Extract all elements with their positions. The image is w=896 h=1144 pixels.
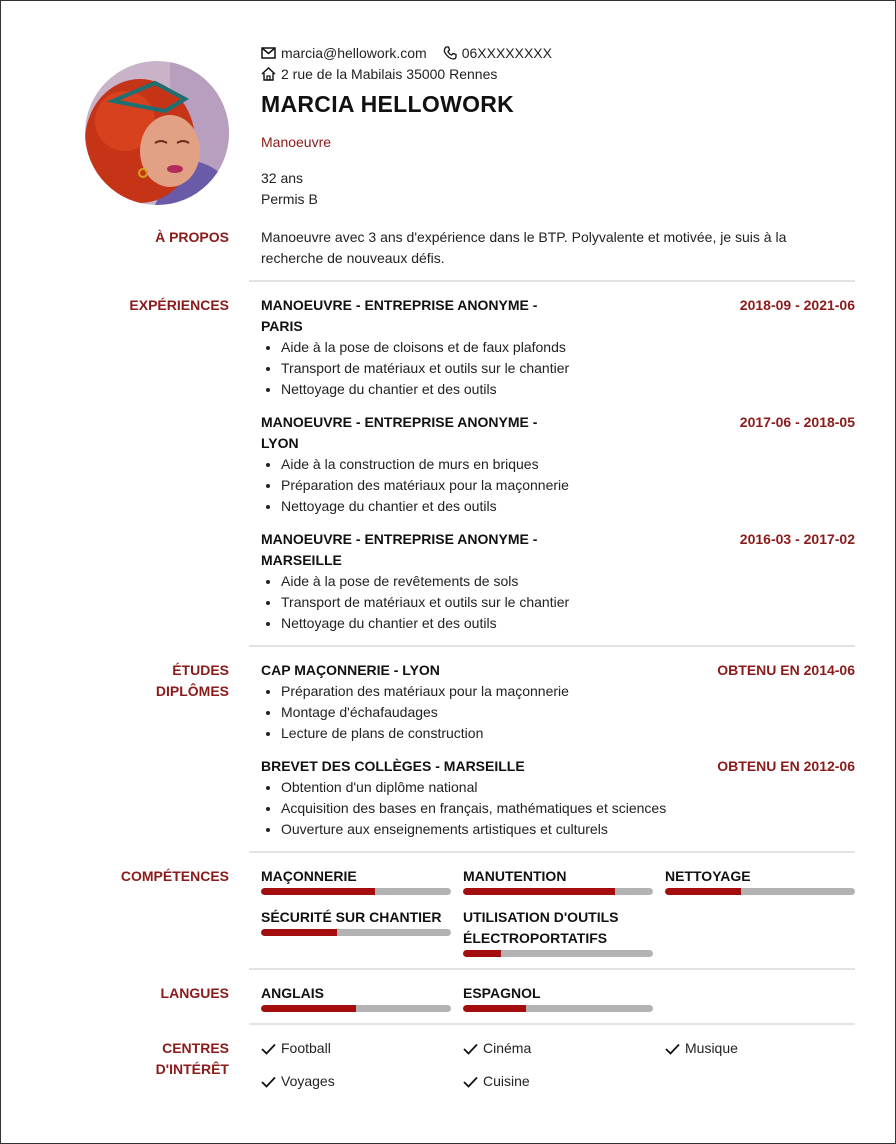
experience-entry xyxy=(261,295,855,400)
skill-bar xyxy=(463,950,653,957)
task-item: • Aide à la pose de revêtements de sols xyxy=(281,571,855,592)
experience-tasks xyxy=(261,337,855,400)
skill-item xyxy=(261,866,451,895)
education-list xyxy=(261,660,855,852)
experience-title xyxy=(261,529,561,571)
education-entry xyxy=(261,756,855,840)
education-item: • Lecture de plans de construction xyxy=(281,723,855,744)
language-bar-fill xyxy=(463,1005,526,1012)
check-icon xyxy=(261,1076,276,1088)
language-item xyxy=(261,983,451,1012)
experience-list xyxy=(261,295,855,646)
experience-entry xyxy=(261,412,855,517)
skill-bar-fill xyxy=(463,888,615,895)
task-item: • Transport de matériaux et outils sur le chantier xyxy=(281,592,855,613)
language-bar xyxy=(261,1005,451,1012)
education-item: • Obtention d'un diplôme national xyxy=(281,777,855,798)
skill-item xyxy=(463,866,653,895)
education-item: • Montage d'échafaudages xyxy=(281,702,855,723)
education-item: • Acquisition des bases en français, mathématiques et sciences xyxy=(281,798,855,819)
task-item: • Transport de matériaux et outils sur le chantier xyxy=(281,358,855,379)
driving-license: Permis B xyxy=(261,191,318,207)
interest-label: Cuisine xyxy=(483,1073,530,1089)
experience-title-line: MANOEUVRE - ENTREPRISE ANONYME - xyxy=(261,414,538,430)
personal-info xyxy=(261,168,861,210)
task-item: • Nettoyage du chantier et des outils xyxy=(281,379,855,400)
divider xyxy=(249,280,855,282)
experience-entry xyxy=(261,529,855,634)
experience-location: LYON xyxy=(261,435,299,451)
interest-label: Cinéma xyxy=(483,1040,532,1056)
experience-title-line: MANOEUVRE - ENTREPRISE ANONYME - xyxy=(261,531,538,547)
experience-date: 2018-09 - 2021-06 xyxy=(739,297,855,313)
education-heading xyxy=(0,660,229,702)
interest-item xyxy=(261,1038,331,1059)
education-item: • Préparation des matériaux pour la maçonnerie xyxy=(281,681,855,702)
job-title: Manoeuvre xyxy=(261,134,332,150)
education-heading-line: DIPLÔMES xyxy=(155,683,229,699)
interest-label: Voyages xyxy=(281,1073,335,1089)
about-text: Manoeuvre avec 3 ans d'expérience dans le BTP. Polyvalente et motivée, je suis à la recherche de nouveaux défis. xyxy=(261,229,787,266)
experience-tasks xyxy=(261,454,855,517)
resume-header xyxy=(261,42,861,210)
task-item: • Aide à la construction de murs en briques xyxy=(281,454,855,475)
language-bar xyxy=(463,1005,653,1012)
interest-item xyxy=(463,1071,530,1092)
skill-name-line: UTILISATION D'OUTILS xyxy=(463,909,619,925)
experience-location: PARIS xyxy=(261,318,303,334)
address-row xyxy=(261,63,861,84)
experience-title xyxy=(261,412,561,454)
experience-title-line: MANOEUVRE - ENTREPRISE ANONYME - xyxy=(261,297,538,313)
skill-name: SÉCURITÉ SUR CHANTIER xyxy=(261,909,442,925)
contact-row xyxy=(261,42,861,63)
about-heading: À PROPOS xyxy=(155,229,229,245)
interests-heading xyxy=(0,1038,229,1080)
task-item: • Préparation des matériaux pour la maçonnerie xyxy=(281,475,855,496)
experience-tasks xyxy=(261,571,855,634)
education-title: BREVET DES COLLÈGES - MARSEILLE xyxy=(261,758,525,774)
check-icon xyxy=(463,1076,478,1088)
home-icon xyxy=(261,67,276,81)
interests-heading-line: CENTRES xyxy=(162,1040,229,1056)
skill-name: NETTOYAGE xyxy=(665,868,751,884)
language-name: ESPAGNOL xyxy=(463,985,541,1001)
skill-bar-fill xyxy=(261,888,375,895)
education-heading-line: ÉTUDES xyxy=(172,662,229,678)
skill-item xyxy=(463,907,653,957)
experience-title xyxy=(261,295,561,337)
interests-heading-line: D'INTÉRÊT xyxy=(155,1061,229,1077)
skill-name: MAÇONNERIE xyxy=(261,868,357,884)
education-items xyxy=(261,777,855,840)
divider xyxy=(249,645,855,647)
check-icon xyxy=(665,1043,680,1055)
skill-item xyxy=(261,907,451,936)
skill-name xyxy=(463,907,653,949)
education-item: • Ouverture aux enseignements artistiques et culturels xyxy=(281,819,855,840)
interest-label: Football xyxy=(281,1040,331,1056)
interest-item xyxy=(665,1038,738,1059)
language-bar-fill xyxy=(261,1005,356,1012)
education-date: OBTENU EN 2012-06 xyxy=(717,758,855,774)
check-icon xyxy=(463,1043,478,1055)
phone-contact[interactable] xyxy=(443,45,552,61)
phone-text: 06XXXXXXXX xyxy=(461,44,552,61)
age: 32 ans xyxy=(261,170,304,186)
skill-bar xyxy=(261,929,451,936)
experience-heading: EXPÉRIENCES xyxy=(129,297,229,313)
skill-name-line: ÉLECTROPORTATIFS xyxy=(463,930,608,946)
mail-icon xyxy=(261,47,276,59)
task-item: • Nettoyage du chantier et des outils xyxy=(281,613,855,634)
task-item: • Nettoyage du chantier et des outils xyxy=(281,496,855,517)
education-title: CAP MAÇONNERIE - LYON xyxy=(261,662,440,678)
task-item: • Aide à la pose de cloisons et de faux plafonds xyxy=(281,337,855,358)
experience-location: MARSEILLE xyxy=(261,552,342,568)
language-item xyxy=(463,983,653,1012)
interest-label: Musique xyxy=(685,1040,738,1056)
candidate-name: MARCIA HELLOWORK xyxy=(261,91,515,117)
education-items xyxy=(261,681,855,744)
email-text: marcia@hellowork.com xyxy=(281,44,427,61)
experience-date: 2017-06 - 2018-05 xyxy=(739,414,855,430)
skill-bar xyxy=(665,888,855,895)
divider xyxy=(249,1023,855,1025)
divider xyxy=(249,851,855,853)
interest-item xyxy=(463,1038,531,1059)
address-text: 2 rue de la Mabilais 35000 Rennes xyxy=(281,65,498,82)
skill-bar xyxy=(463,888,653,895)
skill-bar xyxy=(261,888,451,895)
education-entry xyxy=(261,660,855,744)
skills-heading: COMPÉTENCES xyxy=(120,868,229,884)
profile-photo xyxy=(85,61,229,205)
phone-icon xyxy=(443,46,457,60)
education-date: OBTENU EN 2014-06 xyxy=(717,662,855,678)
email-contact[interactable] xyxy=(261,45,427,61)
skill-item xyxy=(665,866,855,895)
skill-bar-fill xyxy=(261,929,337,936)
languages-heading: LANGUES xyxy=(160,985,229,1001)
divider xyxy=(249,968,855,970)
check-icon xyxy=(261,1043,276,1055)
experience-date: 2016-03 - 2017-02 xyxy=(739,531,855,547)
skill-bar-fill xyxy=(665,888,741,895)
interest-item xyxy=(261,1071,335,1092)
address-contact xyxy=(261,66,497,82)
skill-bar-fill xyxy=(463,950,501,957)
language-name: ANGLAIS xyxy=(261,985,324,1001)
skill-name: MANUTENTION xyxy=(463,868,567,884)
